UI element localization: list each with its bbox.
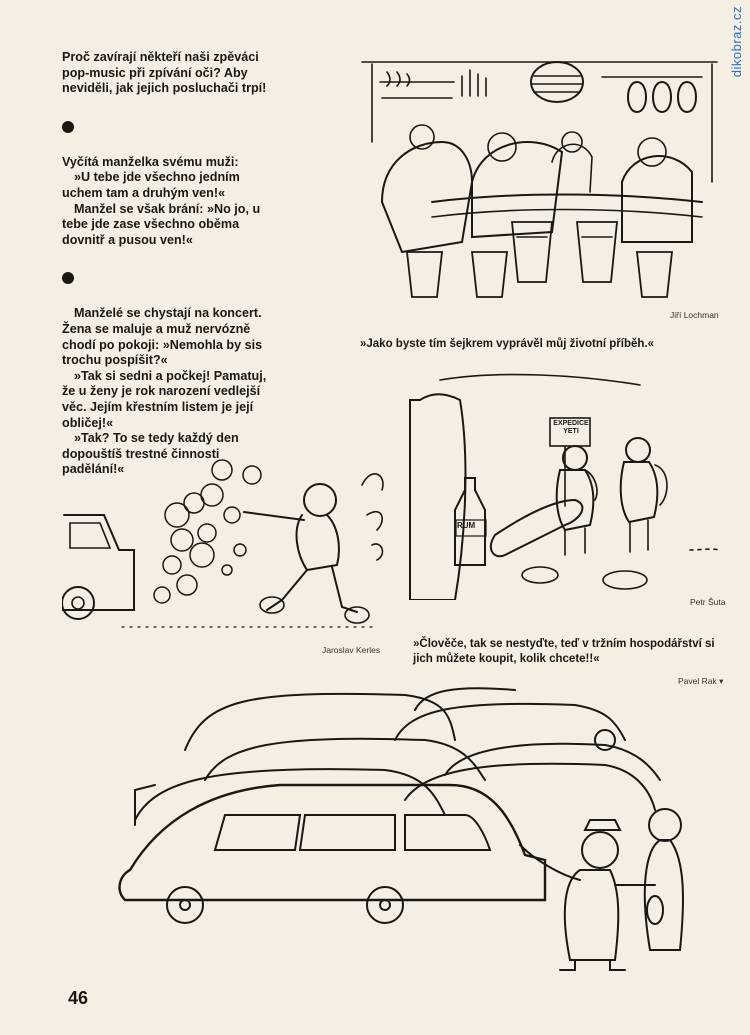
joke-1: Proč zavírají někteří naši zpěváci pop-music při zpívání oči? Aby neviděli, jak jejich posluchači trpí! xyxy=(62,50,267,96)
joke-3-line-2: »Tak si sedni a počkej! Pamatuj, že u ženy je rok narození vedlejší věc. Jejím křestním listem je její obličej!« xyxy=(62,368,267,430)
cartoon-yeti xyxy=(400,370,730,600)
expedition-sign-text: EXPEDICE YETI xyxy=(553,420,589,435)
joke-2-line-2: »U tebe jde všechno jedním uchem tam a druhým ven!« xyxy=(62,170,240,200)
joke-2-line-1: Vyčítá manželka svému muži: xyxy=(62,154,239,169)
jokes-column xyxy=(62,50,274,478)
bullet-separator xyxy=(62,272,74,284)
page-number: 46 xyxy=(68,988,89,1008)
credit-smoker: Jaroslav Kerles xyxy=(322,645,381,655)
watermark: dikobraz.cz xyxy=(729,6,744,78)
caption-yeti: »Člověče, tak se nestyďte, teď v tržním hospodářství si jich můžete koupit, kolik chcete!!« xyxy=(413,638,715,665)
joke-3-line-3: »Tak? To se tedy každý den dopouštíš trestné činnosti padělání!« xyxy=(62,431,239,477)
joke-3-line-1: Manželé se chystají na koncert. Žena se maluje a muž nervózně chodí po pokoji: »Nemohla by sis trochu pospíšit?« xyxy=(62,306,263,368)
rum-bottle-label: RUM xyxy=(457,521,476,530)
joke-2-line-3: Manžel se však brání: »No jo, u tebe jde zase všechno oběma dovnitř a pusou ven!« xyxy=(62,201,261,247)
credit-cars: Pavel Rak ▾ xyxy=(678,676,724,686)
credit-yeti: Petr Šuta xyxy=(690,597,726,607)
cartoon-bar xyxy=(352,52,722,310)
bullet-separator xyxy=(62,121,74,133)
cartoon-smoker xyxy=(62,455,392,645)
credit-bar: Jiří Lochman xyxy=(670,310,719,320)
caption-bar: »Jako byste tím šejkrem vyprávěl můj životní příběh.« xyxy=(360,338,655,350)
cartoon-cars xyxy=(115,680,715,980)
